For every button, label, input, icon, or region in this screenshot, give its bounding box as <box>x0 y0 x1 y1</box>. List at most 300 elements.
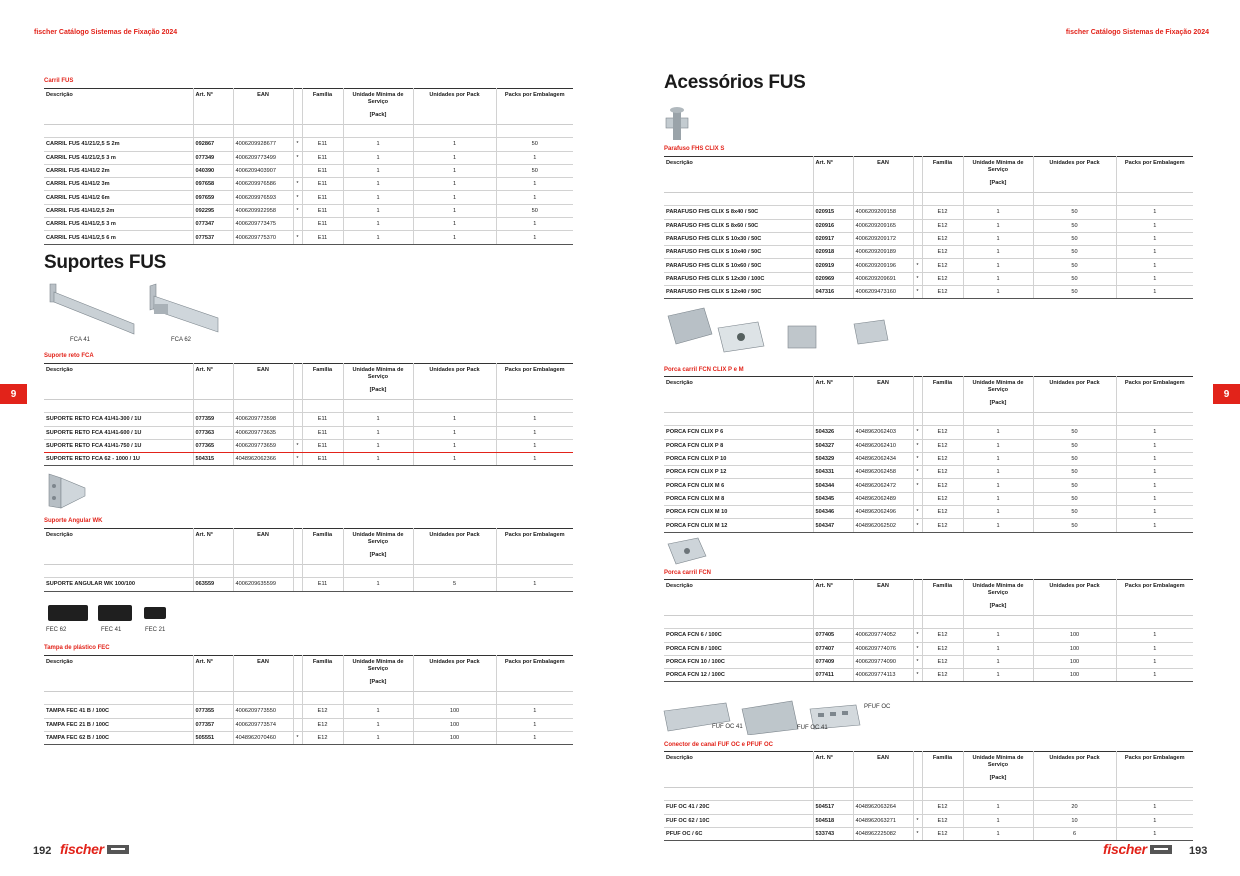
column-header <box>293 89 302 125</box>
ean-code: 4048962062410 <box>853 439 913 452</box>
article-number: 020916 <box>813 219 853 232</box>
table-row <box>44 164 573 177</box>
availability-mark: * <box>913 259 922 272</box>
product-description: CARRIL FUS 41/41/2,5 3 m <box>44 218 193 231</box>
ean-code: 4006209209172 <box>853 232 913 245</box>
units-per-pack: 1 <box>413 218 496 231</box>
column-header <box>913 752 922 788</box>
column-header: Packs por Embalagem <box>1116 752 1193 788</box>
article-number: 077405 <box>813 629 853 642</box>
ean-code: 4006209209196 <box>853 259 913 272</box>
column-header: Packs por Embalagem <box>496 364 573 400</box>
availability-mark <box>293 413 302 426</box>
ean-code: 4048962070460 <box>233 731 293 744</box>
product-description: SUPORTE ANGULAR WK 100/100 <box>44 578 193 591</box>
article-number: 504326 <box>813 426 853 439</box>
ean-code: 4006209473160 <box>853 286 913 299</box>
table-row <box>664 506 1193 519</box>
packs-per-box: 1 <box>496 178 573 191</box>
column-header: Unidades por Pack <box>1033 157 1116 193</box>
packs-per-box: 1 <box>1116 206 1193 219</box>
ean-code: 4048962062502 <box>853 519 913 532</box>
product-description: SUPORTE RETO FCA 41/41-750 / 1U <box>44 439 193 452</box>
product-description: PORCA FCN 6 / 100C <box>664 629 813 642</box>
family-code: E12 <box>922 519 963 532</box>
min-service-unit: 1 <box>963 629 1033 642</box>
availability-mark: * <box>293 178 302 191</box>
column-header: Art. N° <box>813 157 853 193</box>
min-service-unit: 1 <box>963 669 1033 682</box>
table-title: Porca carril FCN <box>664 570 712 576</box>
table-title: Porca carril FCN CLIX P e M <box>664 367 744 373</box>
article-number: 504517 <box>813 801 853 814</box>
ean-code: 4048962063271 <box>853 814 913 827</box>
table-row <box>664 669 1193 682</box>
units-per-pack: 6 <box>1033 827 1116 840</box>
product-description: TAMPA FEC 21 B / 100C <box>44 718 193 731</box>
product-description: PARAFUSO FHS CLIX S 8x60 / 50C <box>664 219 813 232</box>
table-title: Suporte Angular WK <box>44 518 103 524</box>
availability-mark: * <box>913 629 922 642</box>
units-per-pack: 1 <box>413 231 496 244</box>
column-subheader: [Pack] <box>989 774 1007 781</box>
availability-mark: * <box>913 479 922 492</box>
column-header: EAN <box>233 89 293 125</box>
column-header: Descrição <box>666 160 693 166</box>
article-number: 092295 <box>193 204 233 217</box>
product-description: SUPORTE RETO FCA 41/41-300 / 1U <box>44 413 193 426</box>
packs-per-box: 1 <box>1116 246 1193 259</box>
table-row <box>44 204 573 217</box>
product-description: PARAFUSO FHS CLIX S 12x30 / 100C <box>664 272 813 285</box>
wk-angle-bracket-image <box>45 472 89 512</box>
min-service-unit: 1 <box>963 466 1033 479</box>
min-service-unit: 1 <box>963 801 1033 814</box>
availability-mark: * <box>913 426 922 439</box>
article-number: 504345 <box>813 492 853 505</box>
availability-mark: * <box>293 151 302 164</box>
availability-mark <box>913 801 922 814</box>
min-service-unit: 1 <box>963 259 1033 272</box>
column-header: EAN <box>853 752 913 788</box>
ean-code: 4006209774052 <box>853 629 913 642</box>
packs-per-box: 1 <box>1116 439 1193 452</box>
availability-mark: * <box>913 519 922 532</box>
table-row <box>44 413 573 426</box>
column-header: Packs por Embalagem <box>496 656 573 692</box>
availability-mark: * <box>293 138 302 151</box>
column-header <box>293 364 302 400</box>
availability-mark <box>293 164 302 177</box>
fcn-nut-image <box>664 536 710 566</box>
packs-per-box: 1 <box>1116 506 1193 519</box>
article-number: 504315 <box>193 453 233 466</box>
caption-fec41: FEC 41 <box>101 627 122 633</box>
table-row <box>664 827 1193 840</box>
product-description: PORCA FCN CLIX P 8 <box>664 439 813 452</box>
ean-code: 4006209774076 <box>853 642 913 655</box>
product-description: CARRIL FUS 41/41/2 2m <box>44 164 193 177</box>
packs-per-box: 1 <box>1116 219 1193 232</box>
logo-text: fischer <box>60 841 104 857</box>
min-service-unit: 1 <box>963 642 1033 655</box>
table-conector-fuf-oc <box>664 751 1193 841</box>
table-row <box>664 629 1193 642</box>
units-per-pack: 100 <box>413 705 496 718</box>
min-service-unit: 1 <box>343 426 413 439</box>
column-header: Art. N° <box>193 364 233 400</box>
family-code: E12 <box>922 655 963 668</box>
availability-mark <box>913 206 922 219</box>
column-header: EAN <box>233 364 293 400</box>
article-number: 077407 <box>813 642 853 655</box>
family-code: E12 <box>922 629 963 642</box>
caption-fec62: FEC 62 <box>46 627 67 633</box>
table-row <box>664 801 1193 814</box>
availability-mark: * <box>913 466 922 479</box>
min-service-unit: 1 <box>343 231 413 244</box>
availability-mark: * <box>293 204 302 217</box>
column-header: Unidade Mínima de Serviço [Pack] <box>343 89 413 125</box>
packs-per-box: 1 <box>496 231 573 244</box>
family-code: E11 <box>302 439 343 452</box>
units-per-pack: 100 <box>413 718 496 731</box>
family-code: E12 <box>922 426 963 439</box>
availability-mark <box>913 246 922 259</box>
fhs-clix-screw-image <box>662 104 692 144</box>
min-service-unit: 1 <box>343 439 413 452</box>
packs-per-box: 1 <box>1116 801 1193 814</box>
fuf-oc-connector-image <box>662 699 886 735</box>
family-code: E11 <box>302 204 343 217</box>
family-code: E12 <box>922 801 963 814</box>
min-service-unit: 1 <box>343 705 413 718</box>
product-description: PARAFUSO FHS CLIX S 8x40 / 50C <box>664 206 813 219</box>
min-service-unit: 1 <box>963 232 1033 245</box>
caption-pfufoc: PFUF OC <box>864 704 891 710</box>
article-number: 063559 <box>193 578 233 591</box>
table-title: Carril FUS <box>44 78 74 84</box>
ean-code: 4006209773635 <box>233 426 293 439</box>
product-description: PORCA FCN CLIX M 8 <box>664 492 813 505</box>
table-title: Suporte reto FCA <box>44 353 94 359</box>
min-service-unit: 1 <box>963 206 1033 219</box>
packs-per-box: 1 <box>496 705 573 718</box>
article-number: 097659 <box>193 191 233 204</box>
family-code: E12 <box>922 219 963 232</box>
family-code: E11 <box>302 151 343 164</box>
article-number: 504518 <box>813 814 853 827</box>
packs-per-box: 1 <box>1116 814 1193 827</box>
packs-per-box: 1 <box>1116 426 1193 439</box>
article-number: 040390 <box>193 164 233 177</box>
availability-mark <box>293 218 302 231</box>
units-per-pack: 1 <box>413 138 496 151</box>
ean-code: 4006209209189 <box>853 246 913 259</box>
availability-mark: * <box>913 669 922 682</box>
column-header: Unidade Mínima de Serviço [Pack] <box>963 752 1033 788</box>
units-per-pack: 50 <box>1033 466 1116 479</box>
units-per-pack: 1 <box>413 164 496 177</box>
min-service-unit: 1 <box>343 413 413 426</box>
table-title: Conector de canal FUF OC e PFUF OC <box>664 742 774 748</box>
table-suporte-reto-fca <box>44 363 573 466</box>
units-per-pack: 100 <box>1033 669 1116 682</box>
table-row <box>664 272 1193 285</box>
units-per-pack: 1 <box>413 151 496 164</box>
running-header-right: fischer Catálogo Sistemas de Fixação 2024 <box>1065 29 1209 36</box>
section-title-acessorios: Acessórios FUS <box>664 72 806 93</box>
ean-code: 4006209976586 <box>233 178 293 191</box>
product-description: PARAFUSO FHS CLIX S 10x40 / 50C <box>664 246 813 259</box>
min-service-unit: 1 <box>963 272 1033 285</box>
packs-per-box: 1 <box>496 426 573 439</box>
table-porca-fcn <box>664 579 1193 682</box>
min-service-unit: 1 <box>963 479 1033 492</box>
table-row <box>664 519 1193 532</box>
availability-mark: * <box>293 191 302 204</box>
availability-mark: * <box>913 286 922 299</box>
ean-code: 4048962062496 <box>853 506 913 519</box>
column-subheader: [Pack] <box>989 602 1007 609</box>
ean-code: 4048962062489 <box>853 492 913 505</box>
column-header: Descrição <box>666 583 693 589</box>
product-description: PARAFUSO FHS CLIX S 12x40 / 50C <box>664 286 813 299</box>
product-description: CARRIL FUS 41/21/2,5 S 2m <box>44 138 193 151</box>
family-code: E11 <box>302 138 343 151</box>
ean-code: 4006209773659 <box>233 439 293 452</box>
packs-per-box: 1 <box>496 453 573 466</box>
min-service-unit: 1 <box>963 506 1033 519</box>
availability-mark: * <box>293 731 302 744</box>
packs-per-box: 1 <box>1116 655 1193 668</box>
min-service-unit: 1 <box>343 718 413 731</box>
family-code: E12 <box>922 506 963 519</box>
column-header: Família <box>302 656 343 692</box>
table-row <box>664 479 1193 492</box>
product-description: PORCA FCN 12 / 100C <box>664 669 813 682</box>
running-header-left: fischer Catálogo Sistemas de Fixação 2024 <box>34 29 178 36</box>
ean-code: 4006209773574 <box>233 718 293 731</box>
packs-per-box: 1 <box>496 718 573 731</box>
units-per-pack: 50 <box>1033 259 1116 272</box>
table-carril-fus <box>44 88 573 245</box>
family-code: E12 <box>922 827 963 840</box>
article-number: 504347 <box>813 519 853 532</box>
product-description: PFUF OC / 6C <box>664 827 813 840</box>
min-service-unit: 1 <box>963 827 1033 840</box>
article-number: 077347 <box>193 218 233 231</box>
family-code: E12 <box>922 669 963 682</box>
ean-code: 4006209922958 <box>233 204 293 217</box>
product-description: PORCA FCN CLIX P 12 <box>664 466 813 479</box>
column-subheader: [Pack] <box>369 678 387 685</box>
table-row <box>664 246 1193 259</box>
ean-code: 4048962225082 <box>853 827 913 840</box>
product-description: PORCA FCN CLIX P 10 <box>664 452 813 465</box>
table-suporte-angular-wk <box>44 528 573 592</box>
units-per-pack: 100 <box>413 731 496 744</box>
availability-mark: * <box>293 439 302 452</box>
units-per-pack: 1 <box>413 439 496 452</box>
table-row <box>44 151 573 164</box>
min-service-unit: 1 <box>343 218 413 231</box>
packs-per-box: 1 <box>496 731 573 744</box>
chapter-tab-left: 9 <box>0 384 27 404</box>
caption-fufoc41-a: FUF OC 41 <box>712 724 743 730</box>
packs-per-box: 1 <box>1116 492 1193 505</box>
product-description: SUPORTE RETO FCA 41/41-600 / 1U <box>44 426 193 439</box>
units-per-pack: 10 <box>1033 814 1116 827</box>
min-service-unit: 1 <box>963 519 1033 532</box>
caption-fca41: FCA 41 <box>70 337 91 343</box>
units-per-pack: 50 <box>1033 519 1116 532</box>
article-number: 020915 <box>813 206 853 219</box>
column-header: Unidades por Pack <box>413 656 496 692</box>
article-number: 020918 <box>813 246 853 259</box>
ean-code: 4006209209691 <box>853 272 913 285</box>
packs-per-box: 1 <box>496 439 573 452</box>
fca-bracket-image <box>46 282 226 338</box>
packs-per-box: 1 <box>1116 259 1193 272</box>
column-header: Descrição <box>46 659 73 665</box>
column-subheader: [Pack] <box>989 179 1007 186</box>
min-service-unit: 1 <box>343 204 413 217</box>
column-header: Descrição <box>46 92 73 98</box>
column-header: EAN <box>853 377 913 413</box>
min-service-unit: 1 <box>343 151 413 164</box>
ean-code: 4048962063264 <box>853 801 913 814</box>
min-service-unit: 1 <box>343 178 413 191</box>
column-header: Descrição <box>666 755 693 761</box>
ean-code: 4006209773598 <box>233 413 293 426</box>
family-code: E11 <box>302 191 343 204</box>
logo-mark-icon <box>1150 845 1172 854</box>
article-number: 077409 <box>813 655 853 668</box>
family-code: E12 <box>922 439 963 452</box>
ean-code: 4006209403907 <box>233 164 293 177</box>
packs-per-box: 1 <box>1116 452 1193 465</box>
ean-code: 4006209209165 <box>853 219 913 232</box>
table-parafuso-fhs-clix <box>664 156 1193 299</box>
product-description: TAMPA FEC 62 B / 100C <box>44 731 193 744</box>
table-title: Tampa de plástico FEC <box>44 645 110 651</box>
product-description: PORCA FCN CLIX M 10 <box>664 506 813 519</box>
family-code: E12 <box>302 705 343 718</box>
column-subheader: [Pack] <box>989 399 1007 406</box>
family-code: E12 <box>922 492 963 505</box>
min-service-unit: 1 <box>343 138 413 151</box>
family-code: E11 <box>302 164 343 177</box>
ean-code: 4006209773550 <box>233 705 293 718</box>
fec-caps-image <box>46 601 176 625</box>
availability-mark: * <box>913 272 922 285</box>
ean-code: 4006209928677 <box>233 138 293 151</box>
packs-per-box: 1 <box>496 413 573 426</box>
article-number: 077411 <box>813 669 853 682</box>
ean-code: 4006209774113 <box>853 669 913 682</box>
logo-text: fischer <box>1103 841 1147 857</box>
units-per-pack: 20 <box>1033 801 1116 814</box>
article-number: 077359 <box>193 413 233 426</box>
packs-per-box: 1 <box>1116 479 1193 492</box>
availability-mark: * <box>913 439 922 452</box>
family-code: E11 <box>302 453 343 466</box>
units-per-pack: 100 <box>1033 655 1116 668</box>
article-number: 077537 <box>193 231 233 244</box>
table-row <box>664 642 1193 655</box>
table-row <box>44 138 573 151</box>
availability-mark: * <box>913 452 922 465</box>
table-row <box>44 191 573 204</box>
ean-code: 4006209773499 <box>233 151 293 164</box>
family-code: E11 <box>302 578 343 591</box>
table-row <box>664 466 1193 479</box>
table-row <box>664 286 1193 299</box>
family-code: E12 <box>302 731 343 744</box>
column-header: Unidade Mínima de Serviço [Pack] <box>963 580 1033 616</box>
column-header: EAN <box>853 157 913 193</box>
packs-per-box: 1 <box>1116 827 1193 840</box>
table-row <box>664 655 1193 668</box>
column-header: EAN <box>233 529 293 565</box>
column-header: Descrição <box>46 367 73 373</box>
article-number: 504329 <box>813 452 853 465</box>
article-number: 020917 <box>813 232 853 245</box>
product-description: PORCA FCN CLIX M 12 <box>664 519 813 532</box>
column-header <box>913 377 922 413</box>
family-code: E11 <box>302 218 343 231</box>
ean-code: 4048962062458 <box>853 466 913 479</box>
column-header: Unidades por Pack <box>1033 752 1116 788</box>
column-subheader: [Pack] <box>369 386 387 393</box>
ean-code: 4048962062403 <box>853 426 913 439</box>
table-row <box>44 453 573 466</box>
section-title-suportes: Suportes FUS <box>44 252 167 273</box>
family-code: E11 <box>302 413 343 426</box>
table-row <box>44 231 573 244</box>
availability-mark: * <box>913 814 922 827</box>
packs-per-box: 1 <box>1116 466 1193 479</box>
units-per-pack: 1 <box>413 191 496 204</box>
product-description: FUF OC 62 / 10C <box>664 814 813 827</box>
table-row <box>664 814 1193 827</box>
article-number: 097658 <box>193 178 233 191</box>
min-service-unit: 1 <box>343 191 413 204</box>
column-header: Art. N° <box>193 656 233 692</box>
units-per-pack: 50 <box>1033 232 1116 245</box>
column-header: Art. N° <box>813 580 853 616</box>
ean-code: 4048962062366 <box>233 453 293 466</box>
min-service-unit: 1 <box>343 578 413 591</box>
fcn-clix-nut-image <box>664 306 904 356</box>
article-number: 077363 <box>193 426 233 439</box>
family-code: E11 <box>302 426 343 439</box>
column-header: Unidade Mínima de Serviço [Pack] <box>963 377 1033 413</box>
availability-mark: * <box>293 453 302 466</box>
family-code: E12 <box>922 452 963 465</box>
availability-mark: * <box>913 506 922 519</box>
article-number: 504346 <box>813 506 853 519</box>
units-per-pack: 1 <box>413 178 496 191</box>
packs-per-box: 1 <box>496 191 573 204</box>
packs-per-box: 50 <box>496 164 573 177</box>
units-per-pack: 1 <box>413 426 496 439</box>
units-per-pack: 100 <box>1033 629 1116 642</box>
caption-fec21: FEC 21 <box>145 627 166 633</box>
ean-code: 4048962062472 <box>853 479 913 492</box>
table-row <box>664 426 1193 439</box>
